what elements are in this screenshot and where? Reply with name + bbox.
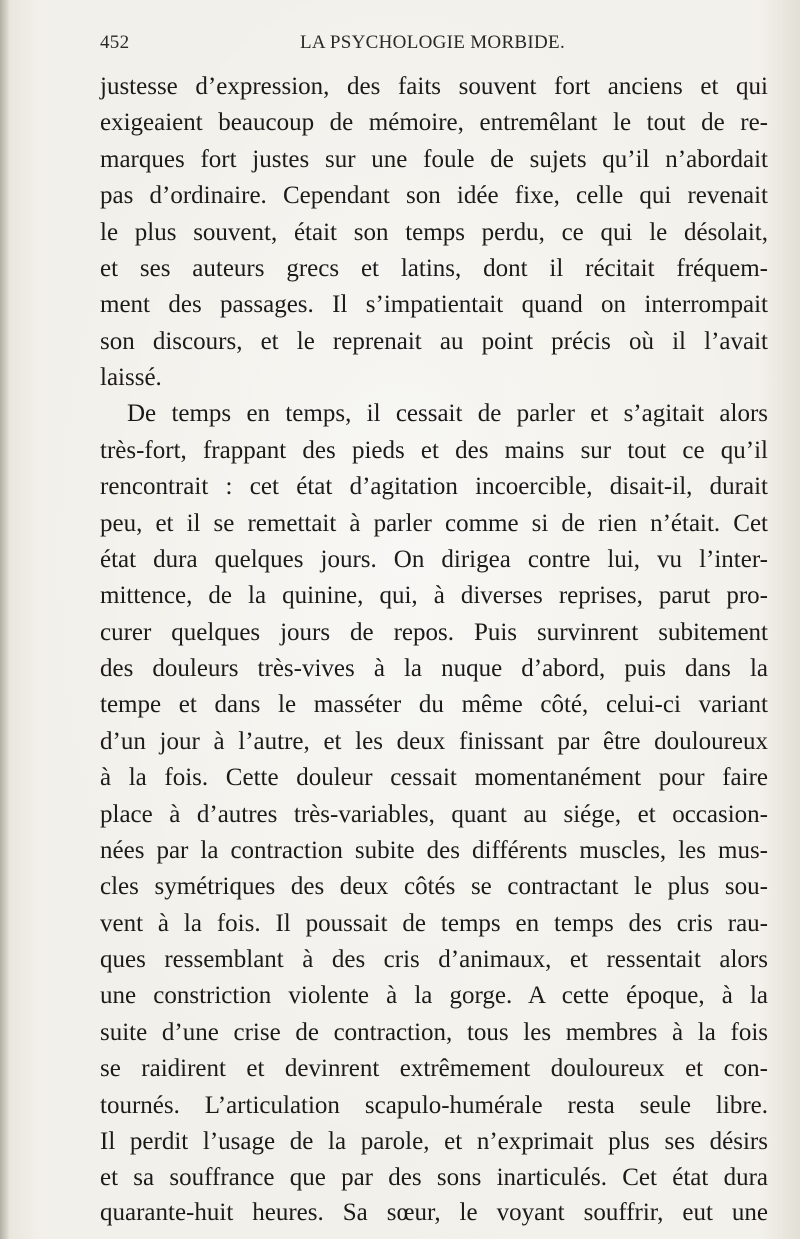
running-head [100,32,790,60]
text-line: et sa souffrance que par des sons inarticulés. Cet état dura [100,1164,768,1192]
text-line: nées par la contraction subite des différents muscles, les mus- [100,836,768,864]
text-line: très-fort, frappant des pieds et des mains sur tout ce qu’il [100,436,768,464]
text-line: suite d’une crise de contraction, tous les membres à la fois [100,1018,768,1046]
text-line: à la fois. Cette douleur cessait momentanément pour faire [100,764,768,792]
text-line: le plus souvent, était son temps perdu, ce qui le désolait, [100,218,768,246]
text-line: rencontrait : cet état d’agitation incoercible, disait-il, durait [100,473,768,501]
text-line: tempe et dans le masséter du même côté, celui-ci variant [100,691,768,719]
page-number: 452 [100,32,130,53]
text-line: ment des passages. Il s’impatientait quand on interrompait [100,291,768,319]
text-line: des douleurs très-vives à la nuque d’abord, puis dans la [100,655,768,682]
running-title: LA PSYCHOLOGIE MORBIDE. [300,32,565,53]
gutter-shadow [0,0,10,1239]
text-line: vent à la fois. Il poussait de temps en temps des cris rau- [100,909,768,937]
text-line: état dura quelques jours. On dirigea contre lui, vu l’inter- [100,545,768,573]
text-line: place à d’autres très-variables, quant au siége, et occasion- [100,800,768,828]
text-line: Il perdit l’usage de la parole, et n’exprimait plus ses désirs [100,1127,768,1155]
text-line: curer quelques jours de repos. Puis survinrent subitement [100,618,768,646]
text-line: marques fort justes sur une foule de sujets qu’il n’abordait [100,145,768,173]
text-line: pas d’ordinaire. Cependant son idée fixe, celle qui revenait [100,182,768,210]
text-line: tournés. L’articulation scapulo-humérale resta seule libre. [100,1091,768,1119]
text-line: ques ressemblant à des cris d’animaux, et ressentait alors [100,946,768,973]
text-line: justesse d’expression, des faits souvent fort anciens et qui [100,73,768,100]
paragraph-first-line: De temps en temps, il cessait de parler et s’agitait alors [127,400,768,428]
text-line: et ses auteurs grecs et latins, dont il récitait fréquem- [100,254,768,282]
text-line: son discours, et le reprenait au point précis où il l’avait [100,327,768,355]
text-line: mittence, de la quinine, qui, à diverses reprises, parut pro- [100,582,768,610]
text-line: laissé. [100,364,162,391]
text-line: peu, et il se remettait à parler comme si de rien n’était. Cet [100,509,768,537]
text-line: exigeaient beaucoup de mémoire, entremêlant le tout de re- [100,109,768,137]
text-line: se raidirent et devinrent extrêmement douloureux et con- [100,1055,768,1083]
text-line: d’un jour à l’autre, et les deux finissant par être douloureux [100,727,768,755]
text-line: une constriction violente à la gorge. A cette époque, à la [100,982,768,1010]
text-line: cles symétriques des deux côtés se contractant le plus sou- [100,873,768,901]
text-line-overflow: quarante-huit heures. Sa sœur, le voyant souffrir, eut une [100,1198,768,1226]
